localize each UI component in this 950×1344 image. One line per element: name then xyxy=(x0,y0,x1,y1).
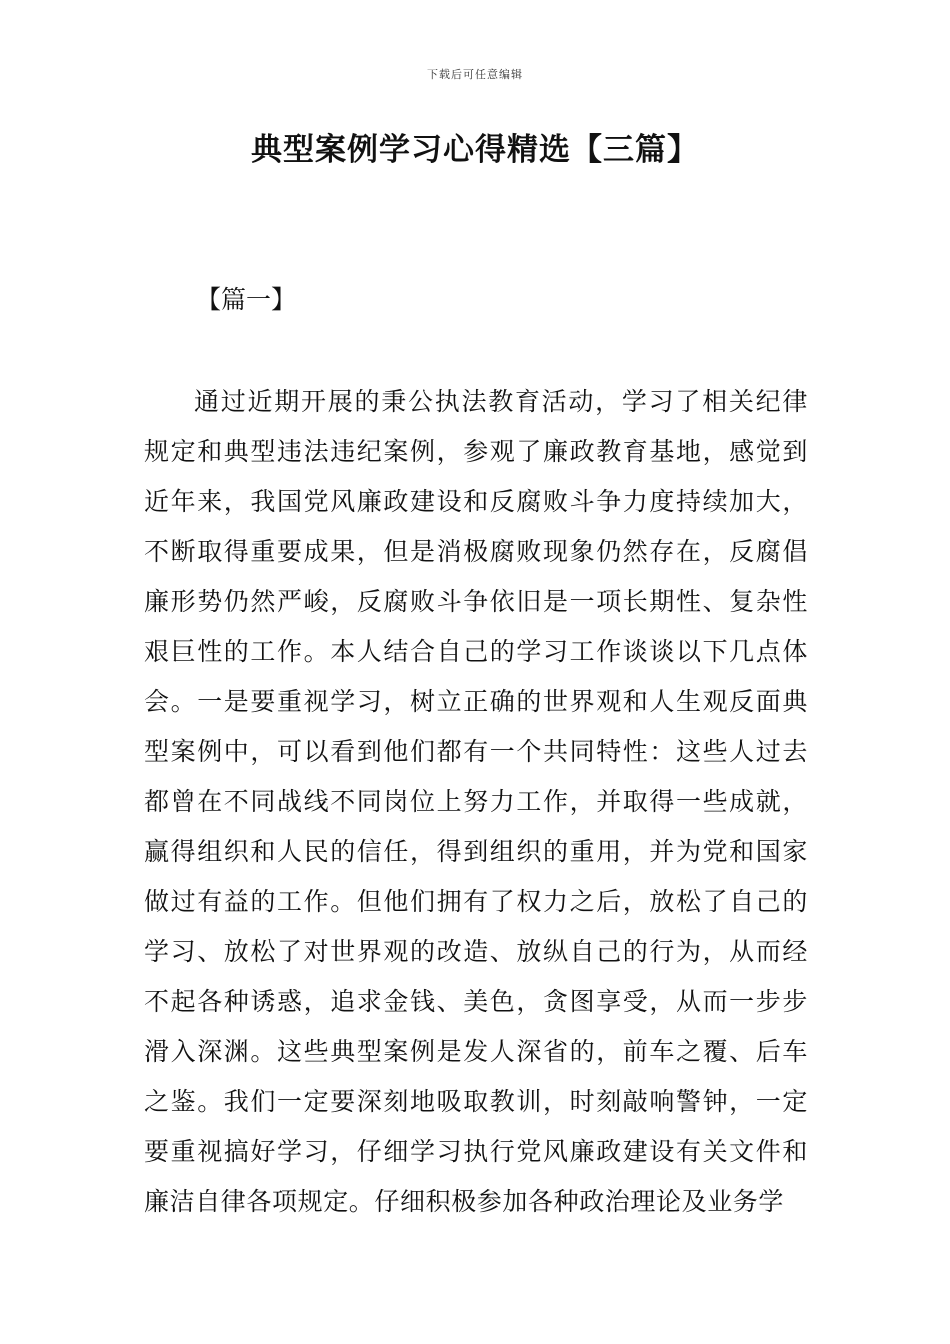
document-title: 典型案例学习心得精选【三篇】 xyxy=(251,132,699,168)
section-heading: 【篇一】 xyxy=(196,285,297,314)
header-note: 下载后可任意编辑 xyxy=(427,68,523,81)
body-paragraph: 通过近期开展的秉公执法教育活动，学习了相关纪律规定和典型违法违纪案例，参观了廉政教育基地，感觉到近年来，我国党风廉政建设和反腐败斗争力度持续加大，不断取得重要成果，但是消极腐败现象仍然存在，反腐倡廉形势仍然严峻，反腐败斗争依旧是一项长期性、复杂性艰巨性的工作。本人结合自己的学习工作谈谈以下几点体会。一是要重视学习，树立正确的世界观和人生观反面典型案例中，可以看到他们都有一个共同特性：这些人过去都曾在不同战线不同岗位上努力工作，并取得一些成就，赢得组织和人民的信任，得到组织的重用，并为党和国家做过有益的工作。但他们拥有了权力之后，放松了自己的学习、放松了对世界观的改造、放纵自己的行为，从而经不起各种诱惑，追求金钱、美色，贪图享受，从而一步步滑入深渊。这些典型案例是发人深省的，前车之覆、后车之鉴。我们一定要深刻地吸取教训，时刻敲响警钟，一定要重视搞好学习，仔细学习执行党风廉政建设有关文件和廉洁自律各项规定。仔细积极参加各种政治理论及业务学 xyxy=(144,387,808,1216)
